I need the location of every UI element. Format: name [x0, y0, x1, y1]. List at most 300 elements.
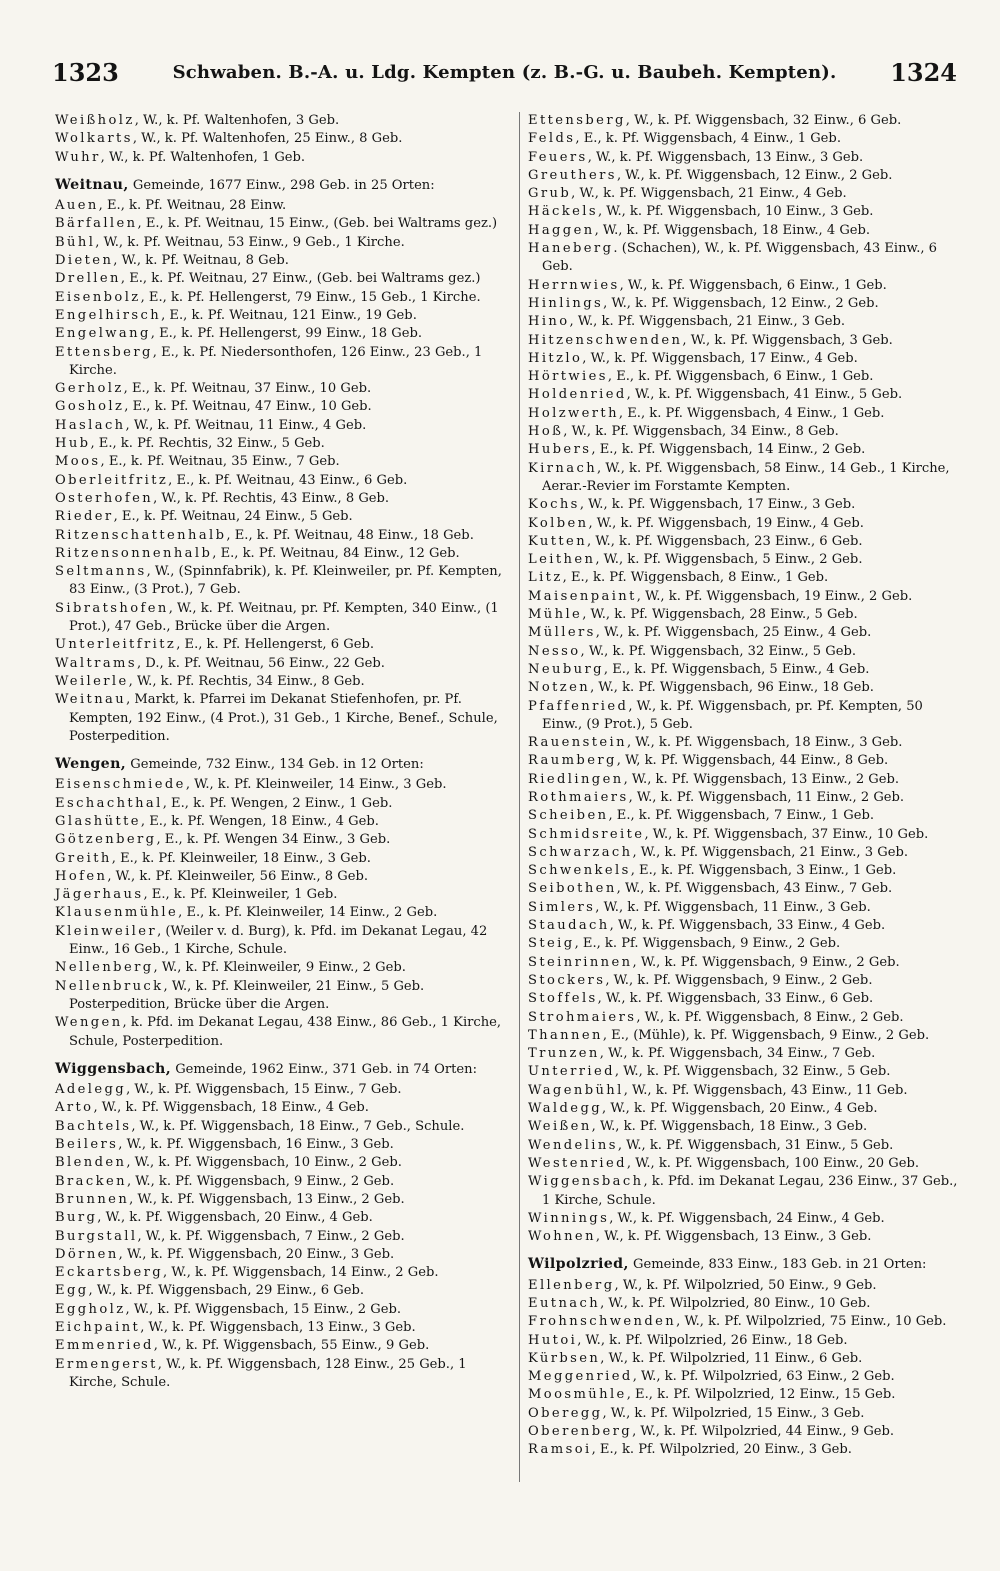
entry-details: , E., k. Pf. Weitnau, 28 Einw.: [98, 198, 287, 214]
place-entry: [55, 600, 510, 637]
entry-details: , W., k. Pf. Wilpolzried, 75 Einw., 10 Geb.: [676, 1314, 947, 1330]
entry-details: , E., k. Pf. Weitnau, 27 Einw., (Geb. bei Waltrams gez.): [120, 271, 481, 287]
place-name: Wilpolzried,: [528, 1256, 629, 1273]
place-entry: [528, 624, 964, 642]
entry-details: , W., k. Pf. Wiggensbach, 20 Einw., 3 Geb.: [118, 1246, 395, 1262]
place-entry: [528, 1063, 964, 1081]
entry-details: , W., k. Pf. Wiggensbach, 32 Einw., 6 Geb.: [625, 113, 902, 128]
place-entry: [55, 1246, 510, 1264]
place-entry: [528, 1441, 964, 1459]
place-entry: [55, 472, 510, 490]
place-entry: [55, 215, 510, 233]
place-name: Weitnau: [55, 692, 127, 708]
place-name: Bühl: [55, 234, 96, 250]
place-name: Auen: [55, 198, 99, 214]
place-entry: [528, 1045, 964, 1063]
place-name: Notzen: [528, 680, 591, 696]
place-entry: [528, 551, 964, 569]
entry-details: , W., k. Pf. Wiggensbach, 24 Einw., 4 Geb.: [609, 1210, 885, 1226]
page-header: [52, 52, 957, 92]
entry-details: , W., k. Pf. Weitnau, 11 Einw., 4 Geb.: [125, 417, 367, 433]
entry-details: Gemeinde, 1962 Einw., 371 Geb. in 74 Orten:: [171, 1061, 478, 1077]
place-name: Grub: [528, 186, 572, 202]
entry-details: , W., k. Pf. Wiggensbach, 55 Einw., 9 Geb.: [153, 1338, 430, 1354]
place-name: Eisenschmiede: [55, 777, 186, 793]
place-name: Hinlings: [528, 295, 604, 311]
place-entry: [55, 673, 510, 691]
place-name: Wohnen: [528, 1229, 596, 1245]
place-name: Wolkarts: [55, 131, 133, 147]
place-entry: [528, 295, 964, 313]
place-entry: [55, 149, 510, 167]
place-entry: [528, 1368, 964, 1386]
entry-details: , W., k. Pf. Wiggensbach, 34 Einw., 7 Geb.: [599, 1046, 876, 1062]
place-entry: [55, 868, 510, 886]
place-name: Götzenberg: [55, 832, 157, 848]
place-name: Glashütte: [55, 813, 141, 829]
entry-details: , W., k. Pf. Wiggensbach, 19 Einw., 2 Geb.: [636, 588, 913, 604]
place-name: Maisenpaint: [528, 588, 637, 604]
place-entry: [55, 563, 510, 600]
municipality-heading: [528, 1255, 964, 1274]
place-entry: [55, 1282, 510, 1300]
place-entry: [528, 935, 964, 953]
place-name: Ermengerst: [55, 1356, 158, 1372]
place-entry: [55, 636, 510, 654]
entry-details: , W., k. Pf. Wiggensbach, 25 Einw., 4 Geb.: [595, 625, 872, 641]
place-entry: [55, 1319, 510, 1337]
place-entry: [528, 698, 964, 735]
place-name: Oberegg: [528, 1405, 603, 1421]
entry-details: , W., k. Pf. Wiggensbach, 15 Einw., 2 Geb.: [125, 1301, 402, 1317]
place-name: Unterleitfritz: [55, 637, 177, 653]
place-entry: [528, 1009, 964, 1027]
entry-details: , E., k. Pf. Wiggensbach, 6 Einw., 1 Geb.: [607, 369, 874, 385]
place-name: Burg: [55, 1210, 98, 1226]
entry-details: , E., k. Pf. Weitnau, 43 Einw., 6 Geb.: [168, 472, 408, 488]
place-entry: [528, 789, 964, 807]
place-entry: [528, 1082, 964, 1100]
place-entry: [528, 954, 964, 972]
place-entry: [55, 234, 510, 252]
place-name: Staudach: [528, 918, 610, 934]
place-name: Kirnach: [528, 460, 598, 476]
place-entry: [55, 490, 510, 508]
place-entry: [55, 1301, 510, 1319]
entry-details: , W., k. Pf. Wiggensbach, 33 Einw., 4 Geb.: [609, 918, 886, 934]
entry-details: , W., k. Pf. Wiggensbach, 29 Einw., 6 Geb.: [88, 1283, 365, 1299]
place-entry: [528, 1277, 964, 1295]
place-name: Winnings: [528, 1210, 610, 1226]
entry-details: , W., k. Pf. Wiggensbach, 96 Einw., 18 Geb.: [590, 680, 874, 696]
place-name: Greuthers: [528, 167, 617, 183]
entry-details: , (Weiler v. d. Burg), k. Pfd. im Dekanat Legau, 42 Einw., 16 Geb., 1 Kirche, Schule.: [69, 923, 488, 958]
entry-details: , W., k. Pf. Wiggensbach, 3 Geb.: [682, 332, 893, 348]
place-entry: [55, 904, 510, 922]
place-name: Engelhirsch: [55, 307, 162, 323]
place-entry: [55, 270, 510, 288]
municipality-heading: [55, 755, 510, 774]
place-entry: [528, 844, 964, 862]
entry-details: , W., (Spinnfabrik), k. Pf. Kleinweiler, pr. Pf. Kempten, 83 Einw., (3 Prot.), 7 Geb.: [69, 564, 502, 598]
entry-details: , W., k. Pf. Wiggensbach, 32 Einw., 5 Geb.: [614, 1064, 891, 1080]
entry-details: , W., k. Pf. Weitnau, 53 Einw., 9 Geb., 1 Kirche.: [95, 234, 405, 250]
place-name: Hoß: [528, 424, 564, 440]
place-name: Moosmühle: [528, 1387, 627, 1403]
place-name: Nellenbruck: [55, 978, 164, 994]
place-entry: [55, 417, 510, 435]
entry-details: , W., k. Pf. Wiggensbach, 37 Einw., 10 Geb.: [644, 826, 929, 842]
place-name: Weitnau,: [55, 176, 129, 193]
entry-details: , W., k. Pf. Wiggensbach, 21 Einw., 3 Geb.: [569, 314, 846, 330]
place-entry: [528, 679, 964, 697]
place-entry: [528, 313, 964, 331]
entry-details: , W., k. Pf. Wiggensbach, 31 Einw., 5 Geb.: [617, 1137, 894, 1153]
entry-details: . (Schachen), W., k. Pf. Wiggensbach, 43 Einw., 6 Geb.: [542, 241, 938, 275]
entry-details: , E., k. Pf. Wiggensbach, 7 Einw., 1 Geb.: [608, 808, 874, 824]
place-entry: [55, 776, 510, 794]
place-name: Hub: [55, 436, 91, 452]
place-name: Ettensberg: [55, 344, 153, 360]
place-entry: [528, 533, 964, 551]
place-entry: [528, 917, 964, 935]
entry-details: , W., k. Pf. Wiggensbach, 43 Einw., 11 Geb.: [623, 1082, 908, 1098]
place-name: Holdenried: [528, 387, 627, 403]
place-name: Wiggensbach: [528, 1174, 644, 1190]
place-entry: [55, 307, 510, 325]
entry-details: , W., k. Pf. Rechtis, 43 Einw., 8 Geb.: [153, 490, 390, 506]
place-entry: [55, 130, 510, 148]
entry-details: , W., k. Pf. Wiggensbach, 13 Einw., 3 Geb.: [140, 1320, 416, 1335]
place-name: Rauenstein: [528, 735, 627, 751]
entry-details: , W., k. Pf. Wilpolzried, 11 Einw., 6 Geb.: [600, 1350, 863, 1366]
entry-details: , E., k. Pf. Weitnau, 24 Einw., 5 Geb.: [113, 509, 353, 525]
place-entry: [528, 332, 964, 350]
place-name: Eisenbolz: [55, 289, 141, 305]
place-name: Oberleitfritz: [55, 472, 169, 488]
place-entry: [528, 1155, 964, 1173]
place-entry: [528, 643, 964, 661]
place-name: Eggholz: [55, 1301, 126, 1317]
place-name: Hörtwies: [528, 369, 608, 385]
place-entry: [528, 880, 964, 898]
place-name: Unterried: [528, 1064, 615, 1080]
entry-details: , W., k. Pf. Wiggensbach, 7 Einw., 2 Geb.: [137, 1228, 405, 1244]
place-name: Dieten: [55, 253, 114, 269]
entry-details: , W., k. Pf. Wiggensbach, 18 Einw., 3 Geb.: [626, 735, 903, 751]
entry-details: , W., k. Pf. Wiggensbach, 19 Einw., 4 Geb.: [588, 515, 864, 531]
place-name: Leithen: [528, 552, 596, 568]
place-name: Wuhr: [55, 149, 101, 165]
entry-details: , D., k. Pf. Weitnau, 56 Einw., 22 Geb.: [136, 655, 385, 671]
place-entry: [528, 1118, 964, 1136]
entry-details: , W., k. Pf. Wiggensbach, 20 Einw., 4 Geb.: [97, 1210, 373, 1226]
place-entry: [528, 441, 964, 459]
place-entry: [528, 1332, 964, 1350]
place-entry: [528, 222, 964, 240]
place-entry: [528, 1137, 964, 1155]
place-entry: [55, 325, 510, 343]
place-entry: [55, 508, 510, 526]
place-name: Wagenbühl: [528, 1082, 624, 1098]
place-name: Nesso: [528, 643, 581, 659]
entry-details: , E., k. Pf. Wengen, 18 Einw., 4 Geb.: [140, 813, 379, 829]
place-entry: [55, 1118, 510, 1136]
entry-details: , E., k. Pf. Weitnau, 15 Einw., (Geb. bei Waltrams gez.): [137, 216, 498, 232]
place-entry: [55, 453, 510, 471]
entry-details: , W., k. Pf. Wiggensbach, 34 Einw., 8 Geb.: [563, 424, 839, 440]
place-entry: [528, 862, 964, 880]
entry-details: , E., k. Pf. Niedersonthofen, 126 Einw., 23 Geb., 1 Kirche.: [69, 344, 483, 378]
entry-details: , W., k. Pf. Wiggensbach, 16 Einw., 3 Geb.: [118, 1137, 394, 1153]
entry-details: , W., k. Pf. Kleinweiler, 21 Einw., 5 Geb. Posterpedition, Brücke über die Argen.: [69, 978, 425, 1012]
place-name: Wendelins: [528, 1137, 618, 1153]
place-entry: [55, 813, 510, 831]
place-name: Wengen,: [55, 756, 127, 773]
place-entry: [55, 691, 510, 746]
place-name: Jägerhaus: [55, 887, 144, 903]
place-name: Häckels: [528, 204, 598, 220]
place-name: Gosholz: [55, 399, 125, 415]
entry-details: , E., k. Pf. Weitnau, 37 Einw., 10 Geb.: [123, 381, 372, 397]
place-name: Wengen: [55, 1015, 123, 1031]
entry-details: Gemeinde, 1677 Einw., 298 Geb. in 25 Orten:: [128, 177, 435, 193]
place-entry: [528, 112, 964, 130]
place-name: Steinrinnen: [528, 954, 633, 970]
place-name: Riedlingen: [528, 771, 624, 787]
entry-details: , W., k. Pf. Wiggensbach, 9 Einw., 2 Geb.: [126, 1173, 395, 1189]
place-name: Holzwerth: [528, 405, 619, 421]
entry-details: , W., k. Pf. Wilpolzried, 15 Einw., 3 Geb.: [602, 1405, 865, 1421]
place-name: Ritzensonnenhalb: [55, 545, 213, 561]
place-name: Wiggensbach,: [55, 1060, 172, 1077]
entry-details: , E., k. Pf. Wiggensbach, 5 Einw., 4 Geb.: [603, 661, 870, 677]
entry-details: , W., k. Pf. Wiggensbach, 18 Einw., 4 Geb.: [93, 1100, 369, 1116]
entry-details: , W., k. Pf. Wiggensbach, 18 Einw., 3 Geb.: [591, 1119, 868, 1135]
entry-details: , E., k. Pf. Kleinweiler, 1 Geb.: [143, 887, 338, 903]
entry-details: , W., k. Pf. Wiggensbach, 13 Einw., 3 Geb.: [595, 1229, 872, 1245]
entry-details: , E., k. Pf. Weitnau, 121 Einw., 19 Geb.: [161, 307, 417, 323]
place-name: Emmenried: [55, 1338, 154, 1354]
place-name: Thannen: [528, 1027, 603, 1043]
entry-details: , W., k. Pf. Wiggensbach, 33 Einw., 6 Geb.: [597, 991, 874, 1007]
place-name: Eichpaint: [55, 1320, 141, 1335]
entry-details: , E., k. Pf. Hellengerst, 99 Einw., 18 Geb.: [150, 326, 423, 342]
place-entry: [55, 1136, 510, 1154]
place-entry: [528, 826, 964, 844]
place-entry: [55, 795, 510, 813]
entry-details: , W., k. Pf. Wiggensbach, 18 Einw., 4 Geb.: [594, 222, 871, 238]
entry-details: , E., k. Pf. Wengen 34 Einw., 3 Geb.: [156, 832, 391, 848]
place-name: Müllers: [528, 625, 596, 641]
place-entry: [55, 1173, 510, 1191]
place-name: Hitzenschwenden: [528, 332, 683, 348]
entry-details: , W., k. Pf. Wiggensbach, 5 Einw., 2 Geb.: [595, 552, 863, 568]
place-name: Seibothen: [528, 881, 617, 897]
place-name: Ramsoi: [528, 1442, 592, 1458]
place-entry: [528, 1350, 964, 1368]
entry-details: , W., k. Pf. Wiggensbach, pr. Pf. Kempten, 50 Einw., (9 Prot.), 5 Geb.: [542, 698, 923, 732]
place-name: Kleinweiler: [55, 923, 158, 939]
place-name: Felds: [528, 131, 576, 147]
place-entry: [528, 203, 964, 221]
place-name: Hino: [528, 314, 570, 330]
entry-details: Gemeinde, 833 Einw., 183 Geb. in 21 Orten:: [628, 1257, 927, 1273]
entry-details: , W., k. Pf. Wiggensbach, 9 Einw., 2 Geb.: [632, 954, 900, 970]
entry-details: , W., k. Pf. Kleinweiler, 9 Einw., 2 Geb.: [153, 960, 406, 976]
place-name: Schmidsreite: [528, 826, 645, 842]
place-entry: [528, 734, 964, 752]
place-name: Ettensberg: [528, 113, 626, 128]
place-name: Raumberg: [528, 753, 617, 769]
place-entry: [528, 1313, 964, 1331]
entry-details: , W., k. Pf. Wiggensbach, 13 Einw., 2 Geb.: [129, 1191, 405, 1207]
place-name: Eschachthal: [55, 795, 163, 811]
entry-details: , W., k. Pf. Wiggensbach, 43 Einw., 7 Geb.: [616, 881, 893, 897]
entry-details: , E., k. Pf. Wiggensbach, 3 Einw., 1 Geb.: [630, 863, 897, 879]
place-entry: [528, 368, 964, 386]
place-entry: [55, 978, 510, 1015]
place-name: Pfaffenried: [528, 698, 629, 714]
place-entry: [528, 1210, 964, 1228]
entry-details: , E., k. Pf. Weitnau, 35 Einw., 7 Geb.: [100, 454, 340, 470]
place-name: Bachtels: [55, 1118, 132, 1134]
place-entry: [55, 1356, 510, 1393]
place-name: Bärfallen: [55, 216, 138, 232]
place-name: Beilers: [55, 1137, 119, 1153]
place-entry: [55, 1228, 510, 1246]
place-name: Weißen: [528, 1119, 592, 1135]
place-entry: [528, 167, 964, 185]
entry-details: , W., k. Pf. Wiggensbach, 13 Einw., 2 Geb.: [623, 771, 900, 787]
entry-details: , W., k. Pf. Wiggensbach, 10 Einw., 3 Geb.: [597, 204, 874, 220]
place-entry: [55, 1337, 510, 1355]
place-entry: [528, 386, 964, 404]
place-entry: [55, 886, 510, 904]
entry-details: , E., k. Pf. Wiggensbach, 9 Einw., 2 Geb.: [574, 936, 841, 952]
place-entry: [528, 240, 964, 277]
entry-details: , E., k. Pf. Wengen, 2 Einw., 1 Geb.: [162, 795, 393, 811]
place-name: Oberenberg: [528, 1424, 633, 1440]
place-name: Strohmaiers: [528, 1009, 637, 1025]
entry-details: , W., k. Pf. Wiggensbach, 100 Einw., 20 Geb.: [626, 1155, 920, 1171]
place-name: Westenried: [528, 1155, 627, 1171]
left-column: [55, 112, 510, 1392]
place-name: Waltrams: [55, 655, 137, 671]
entry-details: , E., k. Pf. Kleinweiler, 14 Einw., 2 Geb.: [178, 905, 438, 921]
entry-details: , E., k. Pf. Wiggensbach, 8 Einw., 1 Geb.: [562, 570, 829, 586]
entry-details: , W., k. Pf. Wiggensbach, 15 Einw., 7 Geb.: [126, 1082, 402, 1098]
entry-details: , E., (Mühle), k. Pf. Wiggensbach, 9 Einw., 2 Geb.: [602, 1027, 930, 1043]
place-entry: [55, 435, 510, 453]
entry-details: , W., k. Pf. Rechtis, 34 Einw., 8 Geb.: [128, 673, 365, 689]
entry-details: , E., k. Pf. Hellengerst, 6 Geb.: [176, 637, 374, 653]
right-page-number: 1324: [890, 57, 957, 87]
place-entry: [528, 771, 964, 789]
entry-details: , W., k. Pf. Wiggensbach, 28 Einw., 5 Geb.: [582, 607, 858, 623]
place-name: Frohnschwenden: [528, 1314, 677, 1330]
place-entry: [528, 752, 964, 770]
entry-details: , E., k. Pf. Hellengerst, 79 Einw., 15 Geb., 1 Kirche.: [140, 289, 481, 305]
place-entry: [55, 197, 510, 215]
entry-details: , W., k. Pf. Wiggensbach, 9 Einw., 2 Geb.: [605, 972, 873, 988]
place-entry: [528, 661, 964, 679]
place-name: Schwarzach: [528, 844, 633, 860]
place-name: Litz: [528, 570, 563, 586]
place-name: Ritzenschattenhalb: [55, 527, 227, 543]
place-name: Stoffels: [528, 991, 598, 1007]
entry-details: , E., k. Pf. Rechtis, 32 Einw., 5 Geb.: [90, 436, 325, 452]
place-entry: [55, 1209, 510, 1227]
place-entry: [528, 350, 964, 368]
place-entry: [55, 1099, 510, 1117]
place-entry: [528, 496, 964, 514]
entry-details: , E., k. Pf. Weitnau, 47 Einw., 10 Geb.: [124, 399, 372, 415]
place-entry: [55, 923, 510, 960]
entry-details: , W., k. Pf. Kleinweiler, 56 Einw., 8 Geb.: [107, 868, 369, 884]
entry-details: Gemeinde, 732 Einw., 134 Geb. in 12 Orten:: [126, 757, 424, 773]
entry-details: , W., k. Pf. Wiggensbach, 11 Einw., 3 Geb.: [595, 899, 871, 915]
column-divider: [519, 112, 520, 1482]
place-entry: [528, 1173, 964, 1210]
entry-details: , W., k. Pf. Wiggensbach, 32 Einw., 5 Geb.: [580, 643, 857, 659]
place-name: Eutnach: [528, 1296, 601, 1311]
place-name: Weilerle: [55, 673, 129, 689]
place-entry: [528, 1228, 964, 1246]
place-name: Bracken: [55, 1173, 127, 1189]
entry-details: , W., k. Pf. Wiggensbach, 21 Einw., 4 Geb.: [571, 186, 847, 202]
place-name: Osterhofen: [55, 490, 154, 506]
place-name: Hitzlo: [528, 350, 583, 366]
place-name: Hofen: [55, 868, 108, 884]
place-name: Engelwang: [55, 326, 151, 342]
place-entry: [528, 1295, 964, 1313]
entry-details: , Markt, k. Pfarrei im Dekanat Stiefenhofen, pr. Pf. Kempten, 192 Einw., (4 Prot.), 31 Geb., 1 Kirche, Benef., Schule, Posterpedition.: [69, 692, 498, 744]
place-name: Mühle: [528, 607, 583, 623]
place-name: Kochs: [528, 497, 580, 513]
place-name: Steig: [528, 936, 575, 952]
entry-details: , W., k. Pf. Kleinweiler, 14 Einw., 3 Geb.: [185, 777, 447, 793]
entry-details: , E., k. Pf. Kleinweiler, 18 Einw., 3 Geb.: [111, 850, 371, 866]
place-entry: [55, 289, 510, 307]
page-title: Schwaben. B.-A. u. Ldg. Kempten (z. B.-G. u. Baubeh. Kempten).: [172, 61, 837, 83]
place-name: Herrnwies: [528, 277, 620, 293]
entry-details: , W., k. Pf. Weitnau, pr. Pf. Kempten, 340 Einw., (1 Prot.), 47 Geb., Brücke über die Argen.: [69, 600, 499, 635]
place-name: Kutten: [528, 533, 588, 549]
place-entry: [55, 1014, 510, 1051]
place-entry: [528, 990, 964, 1008]
place-name: Seltmanns: [55, 564, 147, 580]
place-name: Moos: [55, 454, 101, 470]
place-entry: [528, 569, 964, 587]
entry-details: , W., k. Pf. Wilpolzried, 80 Einw., 10 Geb.: [600, 1296, 871, 1311]
entry-details: , W., k. Pf. Wilpolzried, 44 Einw., 9 Geb.: [632, 1424, 895, 1440]
place-entry: [55, 252, 510, 270]
place-name: Gerholz: [55, 381, 124, 397]
place-name: Meggenried: [528, 1369, 633, 1385]
entry-details: , W., k. Pf. Wiggensbach, 21 Einw., 3 Geb.: [632, 844, 908, 860]
entry-details: , W., k. Pf. Wilpolzried, 63 Einw., 2 Geb.: [632, 1369, 895, 1385]
place-entry: [55, 655, 510, 673]
entry-details: , W., k. Pf. Waltenhofen, 1 Geb.: [100, 149, 306, 165]
place-name: Schwenkels: [528, 863, 631, 879]
entry-details: , W., k. Pf. Wiggensbach, 14 Einw., 2 Geb.: [163, 1265, 439, 1281]
place-entry: [528, 1423, 964, 1441]
place-name: Drellen: [55, 271, 121, 287]
place-entry: [528, 899, 964, 917]
place-name: Simlers: [528, 899, 596, 915]
place-name: Kürbsen: [528, 1350, 601, 1366]
